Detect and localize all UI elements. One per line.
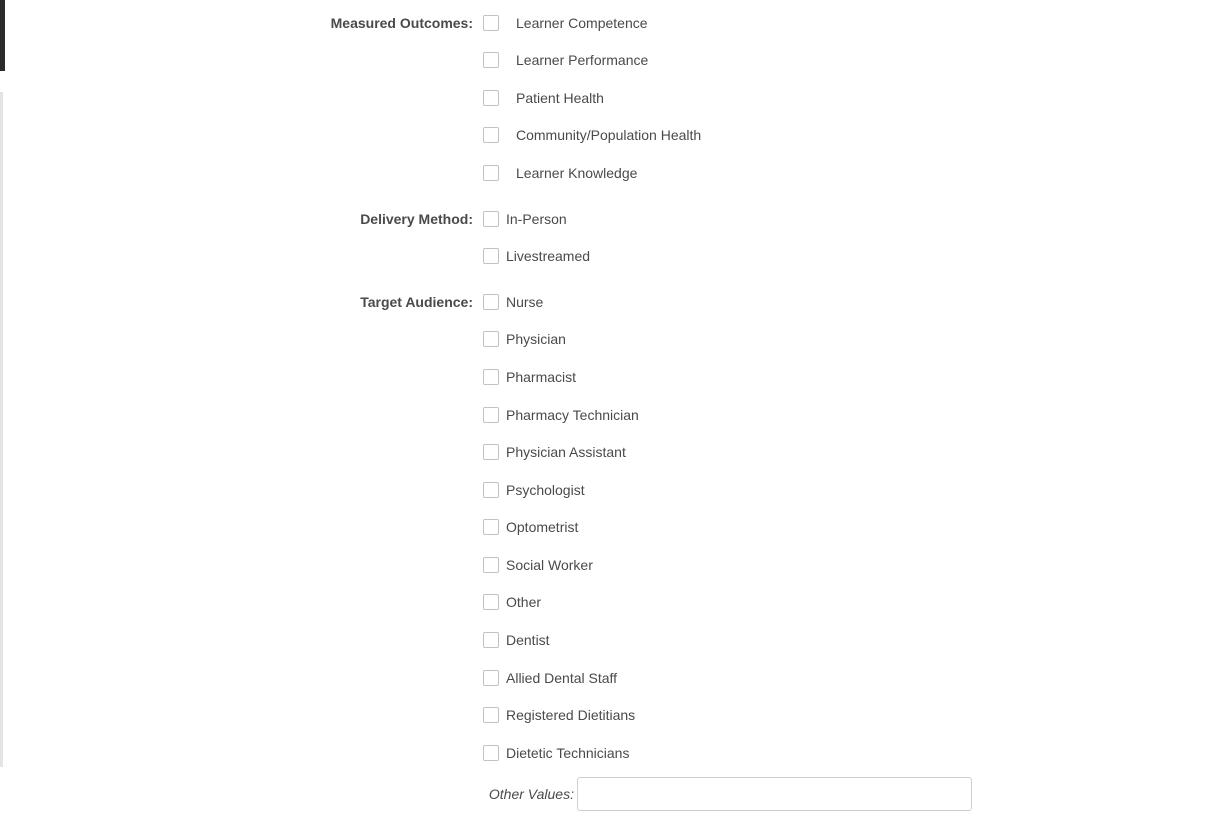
checkbox[interactable] xyxy=(483,407,499,423)
checkbox[interactable] xyxy=(483,248,499,264)
checkbox[interactable] xyxy=(483,519,499,535)
checkbox-label: Physician Assistant xyxy=(506,444,626,460)
checkbox-option-allied-dental-staff[interactable] xyxy=(483,669,617,687)
checkbox-label: Learner Competence xyxy=(516,15,648,31)
checkbox[interactable] xyxy=(483,707,499,723)
checkbox-option-other[interactable] xyxy=(483,593,541,611)
checkbox-option-community-population-health[interactable] xyxy=(483,126,701,144)
checkbox[interactable] xyxy=(483,52,499,68)
checkbox[interactable] xyxy=(483,670,499,686)
checkbox-label: Psychologist xyxy=(506,482,585,498)
checkbox-option-optometrist[interactable] xyxy=(483,518,578,536)
checkbox[interactable] xyxy=(483,745,499,761)
checkbox-option-learner-competence[interactable] xyxy=(483,14,648,32)
checkbox-label: Other xyxy=(506,594,542,610)
checkbox-option-social-worker[interactable] xyxy=(483,556,593,574)
delivery-method-label: Delivery Method: xyxy=(360,211,473,227)
checkbox-label: Pharmacist xyxy=(506,369,577,385)
checkbox-label: Pharmacy Technician xyxy=(506,407,639,423)
checkbox-label: Livestreamed xyxy=(506,248,591,264)
checkbox-label: Patient Health xyxy=(516,90,604,106)
other-values-label: Other Values: xyxy=(488,786,574,802)
target-audience-label: Target Audience: xyxy=(360,294,473,310)
checkbox[interactable] xyxy=(483,632,499,648)
checkbox-option-nurse[interactable] xyxy=(483,293,543,311)
checkbox[interactable] xyxy=(483,557,499,573)
checkbox-option-physician-assistant[interactable] xyxy=(483,443,626,461)
dark-sidebar-fragment xyxy=(0,0,5,71)
checkbox-label: In-Person xyxy=(506,211,567,227)
checkbox[interactable] xyxy=(483,15,499,31)
checkbox[interactable] xyxy=(483,331,499,347)
checkbox-option-pharmacist[interactable] xyxy=(483,368,576,386)
other-values-input[interactable] xyxy=(577,777,972,811)
checkbox[interactable] xyxy=(483,294,499,310)
checkbox-option-registered-dietitians[interactable] xyxy=(483,706,635,724)
checkbox-label: Optometrist xyxy=(506,519,579,535)
checkbox[interactable] xyxy=(483,482,499,498)
checkbox-option-dietetic-technicians[interactable] xyxy=(483,744,629,762)
left-edge-divider xyxy=(0,92,3,767)
checkbox-option-learner-knowledge[interactable] xyxy=(483,164,637,182)
checkbox-label: Social Worker xyxy=(506,557,593,573)
checkbox[interactable] xyxy=(483,369,499,385)
checkbox[interactable] xyxy=(483,444,499,460)
checkbox-label: Dentist xyxy=(506,632,550,648)
checkbox-option-livestreamed[interactable] xyxy=(483,247,590,265)
checkbox[interactable] xyxy=(483,165,499,181)
checkbox-label: Allied Dental Staff xyxy=(506,670,618,686)
checkbox-option-psychologist[interactable] xyxy=(483,481,585,499)
checkbox-option-learner-performance[interactable] xyxy=(483,51,648,69)
checkbox-label: Community/Population Health xyxy=(516,127,702,143)
checkbox[interactable] xyxy=(483,127,499,143)
checkbox-option-in-person[interactable] xyxy=(483,210,567,228)
checkbox-label: Nurse xyxy=(506,294,544,310)
checkbox-label: Registered Dietitians xyxy=(506,707,636,723)
checkbox-option-patient-health[interactable] xyxy=(483,89,604,107)
checkbox[interactable] xyxy=(483,211,499,227)
checkbox-label: Dietetic Technicians xyxy=(506,745,630,761)
checkbox-label: Learner Knowledge xyxy=(516,165,638,181)
checkbox-option-physician[interactable] xyxy=(483,330,566,348)
checkbox[interactable] xyxy=(483,90,499,106)
checkbox-label: Physician xyxy=(506,331,566,347)
checkbox-label: Learner Performance xyxy=(516,52,649,68)
checkbox[interactable] xyxy=(483,594,499,610)
measured-outcomes-label: Measured Outcomes: xyxy=(330,15,473,31)
checkbox-option-dentist[interactable] xyxy=(483,631,550,649)
checkbox-option-pharmacy-technician[interactable] xyxy=(483,406,639,424)
